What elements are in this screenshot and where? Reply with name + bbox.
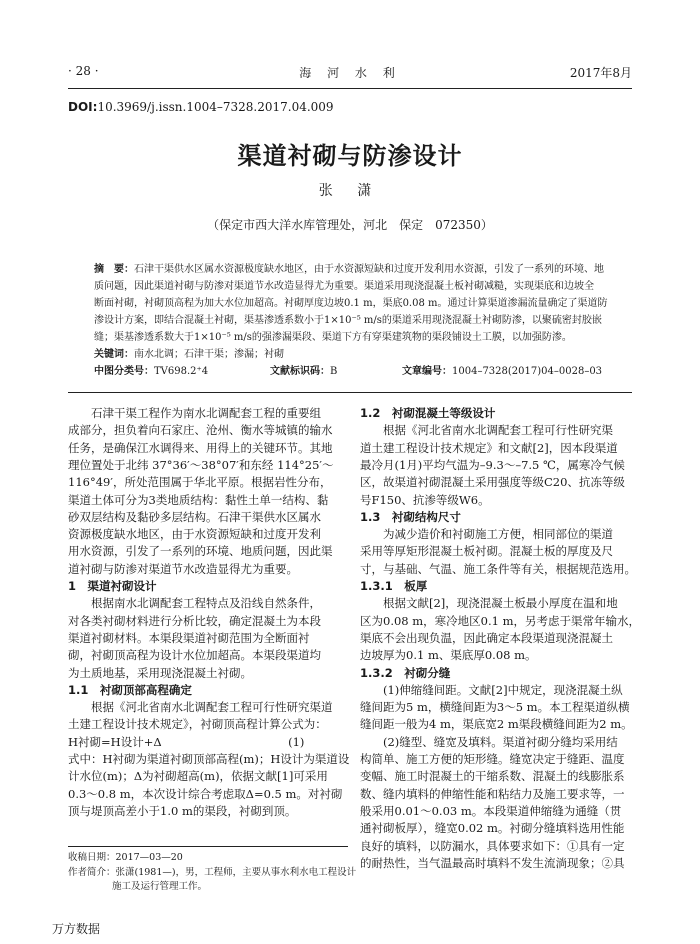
author: 张 潇 <box>318 183 382 199</box>
issue-date: 2017年8月 <box>569 66 632 80</box>
body-line: 任务，是确保江水调得来、用得上的关键环节。其地 <box>68 440 333 455</box>
body-line: 为减少造价和衬砌施工方便，相同部位的渠道 <box>360 527 613 542</box>
doi <box>68 100 334 114</box>
body-line: 根据《河北省南水北调配套工程可行性研究渠道 <box>68 700 333 715</box>
body-line: 渠道衬砌材料。本渠段渠道衬砌范围为全断面衬 <box>68 630 310 645</box>
header-rule <box>68 88 632 89</box>
body-line: 砂双层结构及黏砂多层结构。石津干渠供水区属水 <box>68 509 321 524</box>
paper-title: 渠道衬砌与防渗设计 <box>237 142 463 170</box>
page-number: · 28 · <box>68 64 99 78</box>
keywords-label: 关键词： <box>94 349 134 360</box>
body-line: 116°49′，所处范围属于华北平原。根据岩性分布， <box>68 475 332 490</box>
clc-number <box>94 364 208 380</box>
body-line: 道土建工程设计技术规定》和文献[2]，因本段渠道 <box>360 440 618 455</box>
body-line: (2)缝型、缝宽及填料。渠道衬砌分缝均采用结 <box>360 734 618 749</box>
body-line: 砌，衬砌顶高程为设计水位加超高。本渠段渠道均 <box>68 648 321 663</box>
body-line: 边坡厚为0.1 m、渠底厚0.08 m。 <box>360 648 537 663</box>
footnote-rule <box>68 846 348 847</box>
body-line: 通衬砌板厚），缝宽0.02 m。衬砌分缝填料选用性能 <box>360 821 625 836</box>
body-line: 良好的填料，以防漏水，具体要求如下：①具有一定 <box>360 838 625 853</box>
body-line: 对各类衬砌材料进行分析比较，确定混凝土为本段 <box>68 613 321 628</box>
article-number-label: 文章编号： <box>402 366 452 377</box>
body-line: 区为0.08 m，寒冷地区0.1 m，另考虑于渠常年输水， <box>360 613 641 628</box>
doi-label: DOI: <box>68 100 98 114</box>
body-line: 资源极度缺水地区，由于水资源短缺和过度开发利 <box>68 527 321 542</box>
body-line: 数、缝内填料的伸缩性能和粘结力及施工要求等，一 <box>360 786 625 801</box>
affiliation: （保定市西大洋水库管理处，河北 保定 072350） <box>207 218 493 232</box>
section-heading: 1.3 衬砌结构尺寸 <box>360 509 461 524</box>
body-line: (1)伸缩缝间距。文献[2]中规定，现浇混凝土纵 <box>360 682 623 697</box>
body-line: 区，故渠道衬砌混凝土采用强度等级C20、抗冻等级 <box>360 475 625 490</box>
body-line: 渠底不会出现负温，因此确定本段渠道现浇混凝土 <box>360 630 613 645</box>
author-bio-cont: 施工及运行管理工作。 <box>112 881 208 892</box>
abstract-line <box>94 262 604 278</box>
section-heading: 1.3.2 衬砌分缝 <box>360 665 451 680</box>
body-line: 道衬砌与防渗对渠道节水改造显得尤为重要。 <box>68 561 298 576</box>
body-line: 顶与堤顶高差小于1.0 m的渠段，衬砌到顶。 <box>68 803 297 818</box>
document-code-label: 文献标识码： <box>270 366 330 377</box>
body-line: 号F150、抗渗等级W6。 <box>360 492 490 507</box>
section-heading: 1 渠道衬砌设计 <box>68 579 157 593</box>
document-code-value: B <box>330 366 338 377</box>
body-line: 成部分，担负着向石家庄、沧州、衡水等城镇的输水 <box>68 423 333 438</box>
abstract-line: 缝；渠基渗透系数大于1×10⁻⁵ m/s的强渗漏渠段、渠道下方有穿渠建筑物的渠段铺设土工膜，以加强防渗。 <box>94 332 572 343</box>
body-line: 最冷月(1月)平均气温为–9.3～–7.5 ℃，属寒冷气候 <box>360 457 625 472</box>
body-line: 的耐热性，当气温最高时填料不发生流淌现象；②具 <box>360 855 625 870</box>
received-date: 收稿日期：2017—03—20 <box>68 852 183 863</box>
body-line: 寸，与基础、气温、施工条件等有关，根据规范选用。 <box>360 561 636 576</box>
body-line: 构简单、施工方便的矩形缝。缝宽决定于缝距、温度 <box>360 752 625 766</box>
author-bio: 作者简介：张潇(1981—)，男，工程师，主要从事水利水电工程设计 <box>68 867 357 878</box>
abstract-text: 石津干渠供水区属水资源极度缺水地区，由于水资源短缺和过度开发利用水资源，引发了一系列的环境、地 <box>134 264 604 275</box>
body-line: 计水位(m)；Δ为衬砌超高(m)，依据文献[1]可采用 <box>68 769 328 784</box>
database-brand: 万方数据 <box>52 922 101 936</box>
document-code <box>270 364 337 380</box>
article-number-value: 1004–7328(2017)04–0028–03 <box>452 366 603 377</box>
body-line: 0.3～0.8 m，本次设计综合考虑取Δ=0.5 m。对衬砌 <box>68 786 343 801</box>
body-line: 根据《河北省南水北调配套工程可行性研究渠 <box>360 423 613 438</box>
body-line: 理位置处于北纬 37°36′～38°07′和东经 114°25′～ <box>68 457 334 472</box>
body-line: 为土质地基，采用现浇混凝土衬砌。 <box>68 665 252 680</box>
journal-name: 海 河 水 利 <box>299 66 401 80</box>
body-line: 式中：H衬砌为渠道衬砌顶部高程(m)；H设计为渠道设 <box>68 752 350 766</box>
abstract-line: 渗设计方案，即结合混凝土衬砌，渠基渗透系数小于1×10⁻⁵ m/s的渠道采用现浇混凝土衬砌防渗，以聚硫密封胶嵌 <box>94 315 602 326</box>
body-line: 用水资源，引发了一系列的环境、地质问题，因此渠 <box>68 544 333 559</box>
doi-value[interactable]: 10.3969/j.issn.1004–7328.2017.04.009 <box>97 100 334 114</box>
abstract-rule <box>68 392 632 393</box>
abstract-line: 断面衬砌，衬砌顶高程为加大水位加超高。衬砌厚度边坡0.1 m，渠底0.08 m。通过计算渠道渗漏流量确定了渠道防 <box>94 298 608 309</box>
abstract-line: 质问题，因此渠道衬砌与防渗对渠道节水改造显得尤为重要。渠道采用现浇混凝土板衬砌减糙，实现渠底和边坡全 <box>94 281 594 292</box>
section-heading: 1.2 衬砌混凝土等级设计 <box>360 406 496 420</box>
clc-value: TV698.2⁺4 <box>154 366 209 377</box>
keywords <box>94 347 284 363</box>
body-line: 根据文献[2]，现浇混凝土板最小厚度在温和地 <box>360 596 618 611</box>
body-line: 土建工程设计技术规定》，衬砌顶高程计算公式为： <box>68 717 327 732</box>
body-line: 根据南水北调配套工程特点及沿线自然条件， <box>68 596 321 611</box>
article-number <box>402 364 602 380</box>
body-line: 缝间距一般为4 m，渠底宽2 m渠段横缝间距为2 m。 <box>360 717 633 732</box>
clc-label: 中图分类号： <box>94 366 154 377</box>
body-line: 石津干渠工程作为南水北调配套工程的重要组 <box>68 406 321 420</box>
body-line: 采用等厚矩形混凝土板衬砌。混凝土板的厚度及尺 <box>360 544 613 559</box>
body-line: 变幅、施工时混凝土的干缩系数、混凝土的线膨胀系 <box>360 769 625 784</box>
abstract-label: 摘 要： <box>94 264 134 275</box>
body-line: H衬砌=H设计+Δ (1) <box>68 734 305 749</box>
keywords-value: 南水北调；石津干渠；渗漏；衬砌 <box>134 349 284 360</box>
section-heading: 1.1 衬砌顶部高程确定 <box>68 682 192 697</box>
body-line: 般采用0.01～0.03 m。本段渠道伸缩缝为通缝（贯 <box>360 803 622 818</box>
section-heading: 1.3.1 板厚 <box>360 579 428 593</box>
body-line: 渠道土体可分为3类地质结构：黏性土单一结构、黏 <box>68 492 329 507</box>
body-line: 缝间距为5 m，横缝间距为3～5 m。本工程渠道纵横 <box>360 700 630 715</box>
